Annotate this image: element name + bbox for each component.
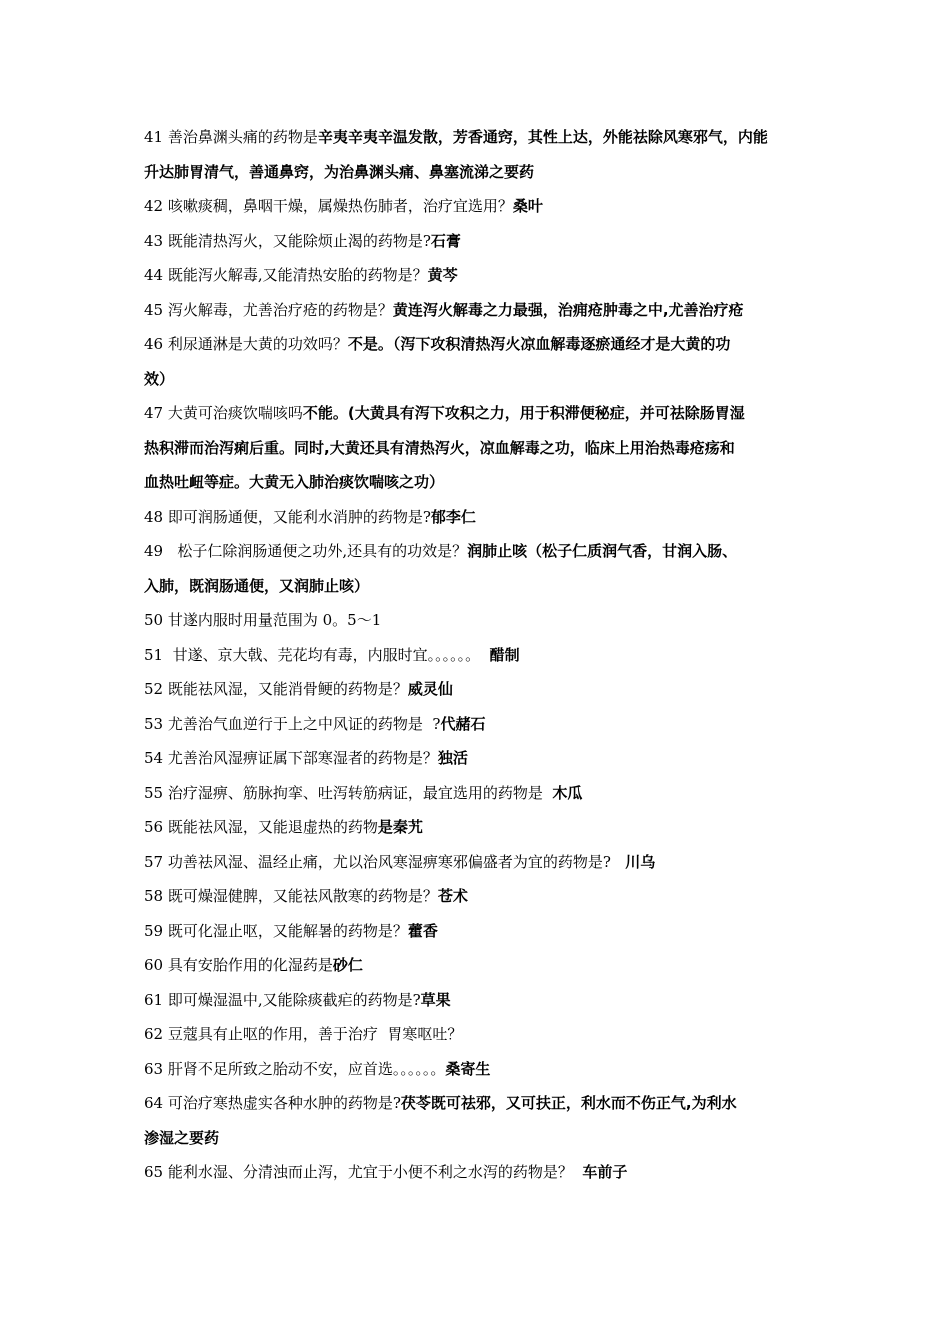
line-46a: [144, 327, 814, 362]
question-text: 49 松子仁除润肠通便之功外,还具有的功效是？: [144, 542, 468, 560]
answer-text: 升达肺胃清气，善通鼻窍，为治鼻渊头痛、鼻塞流涕之要药: [144, 162, 535, 181]
line-42: [144, 189, 814, 224]
question-text: 42 咳嗽痰稠，鼻咽干燥，属燥热伤肺者，治疗宜选用？: [144, 197, 513, 215]
answer-text: 草果: [420, 990, 451, 1009]
answer-text: 郁李仁: [430, 507, 476, 526]
answer-text: 效）: [144, 369, 175, 388]
question-text: 51 甘遂、京大戟、芫花均有毒，内服时宜。。。。。。: [144, 645, 490, 664]
line-47c: [144, 465, 814, 500]
question-text: 58 既可燥湿健脾，又能祛风散寒的药物是？: [144, 887, 438, 905]
answer-text: 辛夷辛夷辛温发散，芳香通窍，其性上达，外能祛除风寒邪气，内能: [317, 128, 768, 146]
answer-text: 代赭石: [440, 714, 486, 733]
answer-text: 血热吐衄等症。大黄无入肺治痰饮喘咳之功）: [144, 473, 445, 491]
question-text: 46 利尿通淋是大黄的功效吗？: [144, 335, 348, 353]
line-64b: [144, 1121, 814, 1156]
question-text: 48 即可润肠通便，又能利水消肿的药物是?: [144, 507, 431, 526]
question-text: 50 甘遂内服时用量范围为 0。5～1: [144, 611, 382, 629]
line-41a: [144, 120, 814, 155]
line-65: [144, 1155, 814, 1190]
line-64a: [144, 1086, 814, 1121]
line-57: [144, 845, 814, 880]
question-text: 60 具有安胎作用的化湿药是: [144, 956, 333, 974]
line-62: [144, 1017, 814, 1052]
answer-text: 川乌: [625, 852, 656, 871]
answer-text: 苍术: [437, 887, 468, 905]
document-page: [144, 120, 814, 1190]
answer-text: 醋制: [489, 645, 520, 664]
line-46b: [144, 362, 814, 397]
line-63: [144, 1052, 814, 1087]
line-58: [144, 879, 814, 914]
answer-text: 茯苓既可祛邪，又可扶正，利水而不伤正气,为利水: [400, 1094, 737, 1112]
line-49a: [144, 534, 814, 569]
line-54: [144, 741, 814, 776]
answer-text: 桑寄生: [445, 1059, 491, 1078]
question-text: 63 肝肾不足所致之胎动不安，应首选。。。。。。: [144, 1059, 446, 1078]
answer-text: 入肺，既润肠通便，又润肺止咳）: [144, 576, 370, 595]
answer-text: 不能。(大黄具有泻下攻积之力，用于积滞便秘症，并可祛除肠胃湿: [302, 404, 745, 422]
question-text: 41 善治鼻渊头痛的药物是: [144, 128, 318, 146]
answer-text: 砂仁: [332, 956, 363, 974]
question-text: 54 尤善治风湿痹证属下部寒湿者的药物是？: [144, 749, 438, 767]
answer-text: 润肺止咳（松子仁质润气香，甘润入肠、: [467, 542, 738, 560]
answer-text: 热积滞而治泻痢后重。同时,大黄还具有清热泻火，凉血解毒之功，临床上用治热毒疮疡和: [144, 438, 735, 457]
line-49b: [144, 569, 814, 604]
question-text: 47 大黄可治痰饮喘咳吗: [144, 404, 303, 422]
line-44: [144, 258, 814, 293]
question-text: 55 治疗湿痹、筋脉拘挛、吐泻转筋病证，最宜选用的药物是: [144, 783, 553, 802]
line-51: [144, 638, 814, 673]
answer-text: 车前子: [582, 1163, 628, 1181]
question-text: 59 既可化湿止呕，又能解暑的药物是？: [144, 921, 408, 940]
question-text: 44 既能泻火解毒,又能清热安胎的药物是？: [144, 266, 428, 284]
answer-text: 桑叶: [512, 197, 543, 215]
question-text: 61 即可燥湿温中,又能除痰截疟的药物是?: [144, 990, 421, 1009]
line-45: [144, 293, 814, 328]
answer-text: 藿香: [407, 921, 438, 940]
question-text: 43 既能清热泻火，又能除烦止渴的药物是?: [144, 231, 431, 250]
line-48: [144, 500, 814, 535]
answer-text: 渗湿之要药: [144, 1128, 220, 1147]
line-61: [144, 983, 814, 1018]
line-43: [144, 224, 814, 259]
question-text: 57 功善祛风湿、温经止痛，尤以治风寒湿痹寒邪偏盛者为宜的药物是?: [144, 852, 626, 871]
line-59: [144, 914, 814, 949]
line-53: [144, 707, 814, 742]
question-text: 65 能利水湿、分清浊而止泻，尤宜于小便不利之水泻的药物是？: [144, 1163, 583, 1181]
line-52: [144, 672, 814, 707]
answer-text: 黄连泻火解毒之力最强，治痈疮肿毒之中,尤善治疗疮: [392, 300, 744, 319]
line-41b: [144, 155, 814, 190]
answer-text: 不是。（泻下攻积清热泻火凉血解毒逐瘀通经才是大黄的功: [347, 335, 731, 353]
question-text: 62 豆蔻具有止呕的作用，善于治疗 胃寒呕吐？: [144, 1025, 463, 1043]
line-47b: [144, 431, 814, 466]
line-55: [144, 776, 814, 811]
question-text: 45 泻火解毒，尤善治疗疮的药物是？: [144, 300, 393, 319]
line-50: [144, 603, 814, 638]
question-text: 64 可治疗寒热虚实各种水肿的药物是?: [144, 1094, 401, 1112]
question-text: 53 尤善治气血逆行于上之中风证的药物是 ?: [144, 714, 441, 733]
line-56: [144, 810, 814, 845]
answer-text: 木瓜: [552, 783, 583, 802]
line-60: [144, 948, 814, 983]
answer-text: 独活: [437, 749, 468, 767]
answer-text: 石膏: [430, 231, 461, 250]
answer-text: 黄芩: [427, 266, 458, 284]
question-text: 56 既能祛风湿，又能退虚热的药物: [144, 818, 378, 836]
answer-text: 威灵仙: [407, 680, 453, 698]
line-47a: [144, 396, 814, 431]
question-text: 52 既能祛风湿，又能消骨鲠的药物是？: [144, 680, 408, 698]
answer-text: 是秦艽: [377, 818, 423, 836]
